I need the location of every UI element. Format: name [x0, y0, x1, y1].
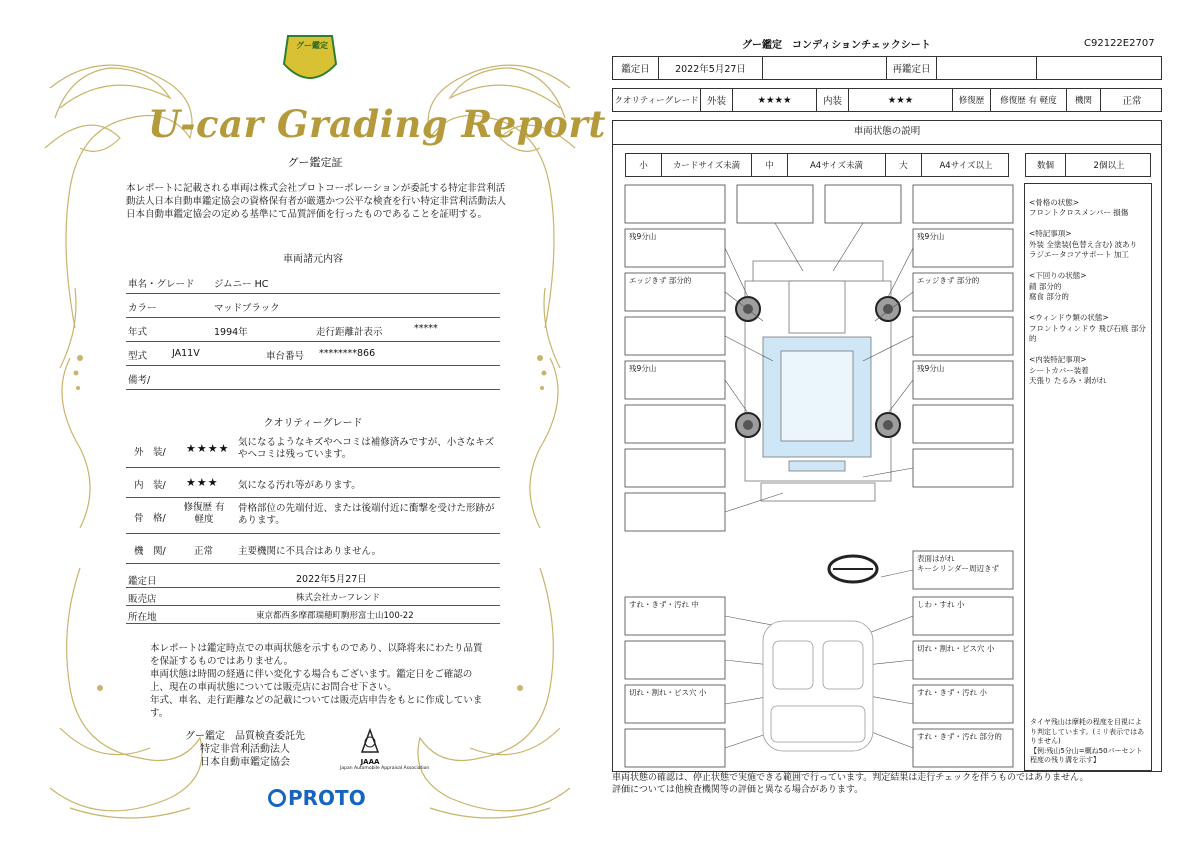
year-label: 年式 [128, 327, 148, 338]
size-mid: 中 [752, 154, 788, 176]
grade-desc: 気になるようなキズやヘコミは補修済みですが、小さなキズやヘコミは残っています。 [238, 437, 495, 460]
spec-row-remarks [126, 366, 500, 390]
year-value: 1994年 [214, 327, 248, 338]
state-panel [612, 120, 1162, 772]
reappraisal-value [937, 57, 1037, 79]
proto-mark-icon [268, 789, 286, 807]
color-value: マッドブラック [214, 303, 280, 314]
exterior-value: ★★★★ [733, 89, 817, 111]
label-edge-left: エッジきず 部分的 [629, 276, 692, 285]
address-row [126, 606, 500, 624]
label-tire-front-right: 残9分山 [917, 232, 945, 241]
address-value: 東京都西多摩郡瑞穂町駒形富士山100-22 [256, 611, 414, 621]
grade-value: ★★★ [186, 476, 219, 489]
label-seat-rear-right: すれ・きず・汚れ 小 [917, 688, 987, 697]
jaaa-label: JAAA [360, 758, 380, 766]
grade-label: 外 装/ [134, 447, 166, 458]
name-value: ジムニー HC [214, 279, 269, 290]
chassis-value: ********866 [319, 348, 376, 359]
label-rear-right: すれ・きず・汚れ 部分的 [917, 732, 1002, 741]
interior-value: ★★★ [849, 89, 953, 111]
certificate-subtitle: グー鑑定証 [287, 156, 343, 169]
sheet-footer-line2: 評価については他検査機関等の評価と異なる場合があります。 [612, 785, 864, 795]
grade-label: クオリティーグレード [613, 89, 701, 111]
appraisal-row [126, 568, 500, 588]
grade-value: 修復歴 有 軽度 [183, 502, 225, 525]
sheet-title: グー鑑定 コンディションチェックシート [742, 40, 931, 51]
signature-block: グー鑑定 品質検査委託先 特定非営利活動法人 日本自動車鑑定協会 [185, 731, 305, 768]
size-large-desc: A4サイズ以上 [939, 161, 993, 171]
jaaa-sub: Japan Automobile Appraisal Association [340, 766, 430, 771]
grade-row [612, 88, 1162, 112]
engine-label: 機関 [1067, 89, 1101, 111]
mileage-label: 走行距離計表示 [316, 327, 383, 338]
grade-label: 機 関/ [134, 546, 166, 557]
shop-row [126, 588, 500, 606]
spec-row-color [126, 294, 500, 318]
size-small-desc: カードサイズ未満 [662, 154, 752, 176]
spec-heading: 車両諸元内容 [283, 254, 343, 265]
grade-label: 骨 格/ [134, 513, 166, 524]
certificate-footer: 本レポートは鑑定時点での車両状態を示すものであり、以降将来にわたり品質を保証するものではありません。 車両状態は時間の経過に伴い変化する場合もございます。鑑定日をご確認の上、現在の車両状態については販売店にお問合せ下さい。 年式、車名、走行距離などの記載については販売店申告をもとに作成しています。 [150, 643, 483, 719]
jaaa-logo [340, 728, 430, 771]
condition-check-sheet [612, 30, 1164, 800]
grade-value: 正常 [194, 546, 214, 557]
appraisal-label: 鑑定日 [613, 57, 659, 79]
notes-text: <骨格の状態> フロントクロスメンバー 損傷 <特記事項> 外装 全塗装(色替え含む) 波あり ラジエータコアサポート 加工 <下回りの状態> 錆 部分的 腐食 部分的 <ウィンドウ類の状態> フロントウィンドウ 飛び石痕 部分的 <内装特記事項> シートカバー装着 天張り たるみ・剥がれ [1029, 197, 1146, 385]
mileage-value: ***** [414, 323, 438, 334]
address-label: 所在地 [128, 612, 157, 623]
appraisal-value: 2022年5月27日 [296, 574, 367, 585]
repair-label: 修復歴 [953, 89, 991, 111]
name-label: 車名・グレード [128, 279, 195, 290]
sheet-footer-line1: 車両状態の確認は、停止状態で実施できる範囲で行っています。判定結果は走行チェックを伴うものではありません。 [612, 773, 1089, 783]
blank-cell [1037, 57, 1163, 79]
label-tire-front-left: 残9分山 [629, 232, 657, 241]
color-label: カラー [128, 303, 157, 314]
size-mid-desc: A4サイズ未満 [788, 154, 886, 176]
label-door-left: 切れ・割れ・ビス穴 小 [629, 688, 707, 697]
count-legend [1025, 153, 1151, 177]
remarks-label: 備考/ [128, 375, 151, 386]
label-tire-rear-right: 残9分山 [917, 364, 945, 373]
grade-desc: 骨格部位の先端付近、または後端付近に衝撃を受けた形跡があります。 [238, 503, 495, 526]
goo-logo: グー鑑定 [296, 41, 328, 50]
count-label: 数個 [1026, 154, 1066, 176]
model-label: 型式 [128, 351, 148, 362]
grade-heading: クオリティーグレード [263, 418, 363, 429]
label-seat-front-left: すれ・きず・汚れ 中 [629, 600, 699, 609]
model-value: JA11V [172, 348, 200, 359]
size-small: 小 [626, 154, 662, 176]
grade-row-frame [126, 498, 500, 534]
sheet-code: C92122E2707 [1084, 38, 1155, 49]
spec-row-year [126, 318, 500, 342]
spec-row-name [126, 270, 500, 294]
tire-note: タイヤ残山は摩耗の程度を目視により判定しています。(ミリ表示ではありません) 【例:残山5分山=概ね50パーセント程度の残り溝を示す】 [1030, 718, 1145, 764]
count-desc: 2個以上 [1093, 161, 1125, 171]
steering-icon [829, 556, 877, 582]
appraisal-value: 2022年5月27日 [659, 57, 763, 79]
engine-value: 正常 [1122, 96, 1142, 107]
label-tire-rear-left: 残9分山 [629, 364, 657, 373]
label-door-right: 切れ・割れ・ビス穴 小 [917, 644, 995, 653]
notes-column [1024, 183, 1152, 771]
grading-certificate [40, 28, 606, 828]
grade-desc: 気になる汚れ等があります。 [238, 480, 361, 491]
sheet-footer [612, 772, 1089, 796]
spec-row-model [126, 342, 500, 366]
label-steering: 表面はがれ キーシリンダー周辺きず [917, 554, 1000, 573]
grade-row-interior [126, 468, 500, 498]
jaaa-emblem-icon [358, 728, 382, 754]
car-diagram [613, 121, 1023, 771]
size-large: 大 [886, 154, 922, 176]
label-seat-front-right: しわ・すれ 小 [917, 600, 965, 609]
grade-desc: 主要機関に不具合はありません。 [238, 546, 382, 557]
grade-row-engine [126, 534, 500, 564]
appraisal-label: 鑑定日 [128, 576, 157, 587]
exterior-label: 外装 [701, 89, 733, 111]
blank-cell [763, 57, 887, 79]
label-edge-right: エッジきず 部分的 [917, 276, 980, 285]
shop-value: 株式会社カーフレンド [296, 593, 381, 603]
shop-label: 販売店 [128, 594, 157, 605]
reappraisal-label: 再鑑定日 [887, 57, 937, 79]
chassis-label: 車台番号 [266, 351, 305, 362]
grade-value: ★★★★ [186, 442, 230, 455]
interior-label: 内装 [817, 89, 849, 111]
certificate-title: U-car Grading Report [148, 102, 606, 146]
date-row [612, 56, 1162, 80]
grade-row-exterior [126, 432, 500, 468]
state-heading: 車両状態の説明 [613, 121, 1161, 145]
repair-value: 修復歴 有 軽度 [991, 89, 1067, 111]
proto-label: PROTO [288, 786, 366, 810]
proto-logo [268, 786, 366, 810]
certificate-intro: 本レポートに記載される車両は株式会社プロトコーポレーションが委託する特定非営利活動法人日本自動車鑑定協会の資格保有者が厳選かつ公平な検査を行い特定非営利活動法人日本自動車鑑定協会の定める基準にて品質評価を行ったものであることを証明する。 [126, 183, 507, 220]
grade-label: 内 装/ [134, 480, 166, 491]
